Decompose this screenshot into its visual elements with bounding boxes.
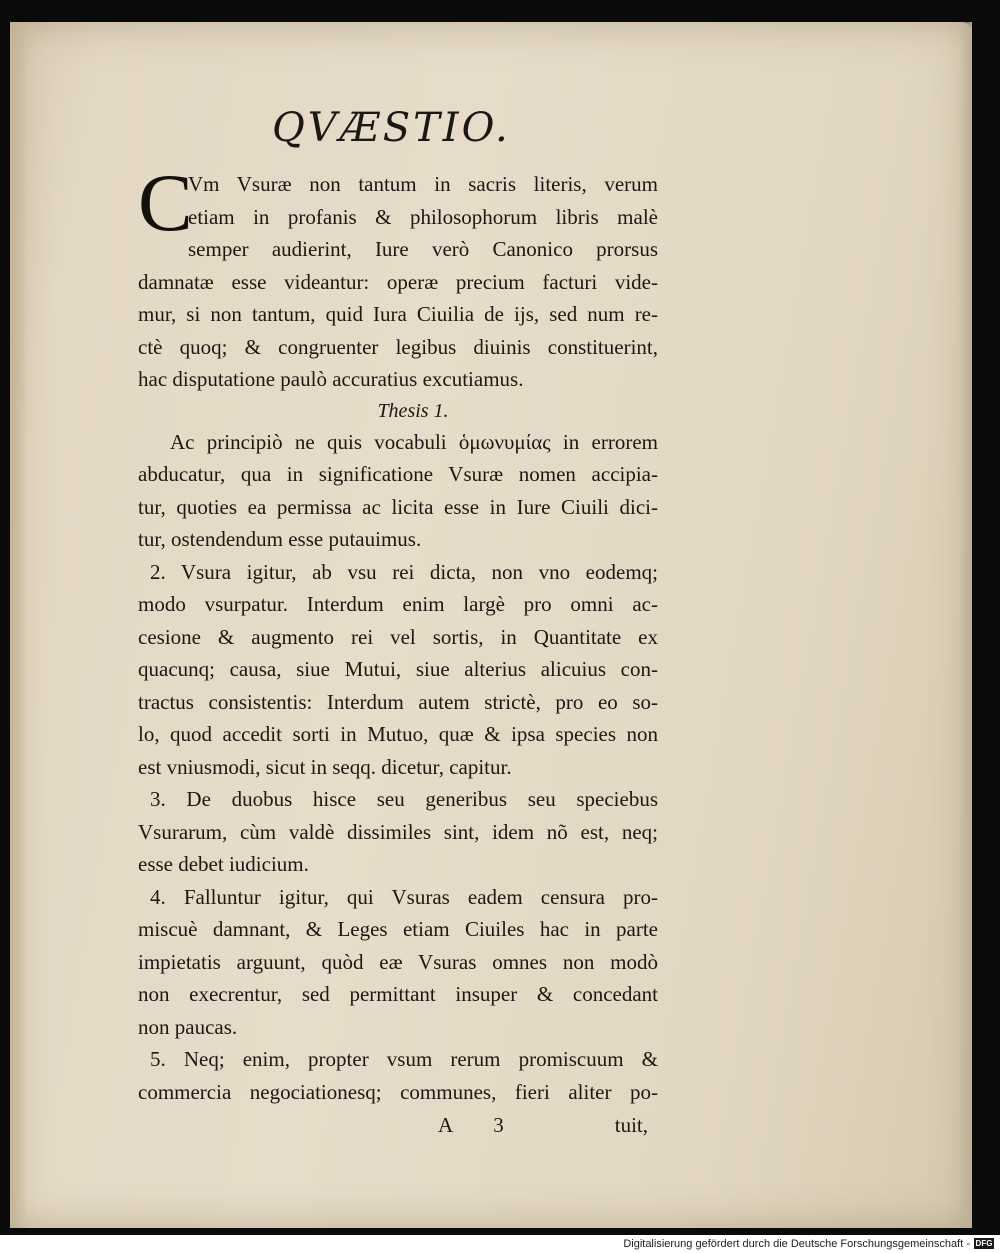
intro-line-6: ctè quoq; & congruenter legibus diuinis constituerint,: [138, 334, 658, 359]
thesis-line-5: 2. Vsura igitur, ab vsu rei dicta, non vno eodemq;: [150, 559, 658, 584]
page-heading: QVÆSTIO.: [272, 105, 511, 151]
intro-line-3: semper audierint, Iure verò Canonico prorsus: [188, 237, 658, 261]
signature-mark: A 3: [438, 1113, 522, 1137]
thesis-line-20: 5. Neq; enim, propter vsum rerum promiscuum &: [150, 1047, 658, 1071]
thesis-line-19: non paucas.: [138, 1014, 238, 1039]
thesis-line-16: miscuè damnant, & Leges etiam Ciuiles hac in parte: [138, 917, 658, 941]
dfg-logo: DFG: [975, 1239, 993, 1248]
thesis-line-11: est vniusmodi, sicut in seqq. dicetur, capitur.: [138, 754, 512, 779]
thesis-label: Thesis 1.: [377, 399, 449, 422]
thesis-line-6: modo vsurpatur. Interdum enim largè pro omni ac-: [138, 592, 658, 616]
thesis-line-21: commercia negociationesq; communes, fieri aliter po-: [138, 1079, 658, 1104]
thesis-line-8: quacunq; causa, siue Mutui, siue alterius alicuius con-: [138, 657, 658, 681]
thesis-line-1: Ac principiò ne quis vocabuli ὁμωνυμίας in errorem: [170, 429, 658, 454]
thesis-line-12: 3. De duobus hisce seu generibus seu speciebus: [150, 787, 658, 811]
intro-line-7: hac disputatione paulò accuratius excutiamus.: [138, 367, 524, 391]
intro-line-4: damnatæ esse videantur: operæ precium facturi vide-: [138, 269, 658, 294]
thesis-line-9: tractus consistentis: Interdum autem strictè, pro eo so-: [138, 689, 658, 714]
digitization-footer: [0, 1235, 1000, 1253]
thesis-line-4: tur, ostendendum esse putauimus.: [138, 527, 422, 551]
intro-line-5: mur, si non tantum, quid Iura Ciuilia de ijs, sed num re-: [138, 302, 658, 326]
intro-line-2: etiam in profanis & philosophorum libris malè: [188, 204, 658, 229]
thesis-line-14: esse debet iudicium.: [138, 852, 309, 876]
thesis-line-2: abducatur, qua in significatione Vsuræ nomen accipia-: [138, 462, 658, 486]
thesis-line-13: Vsurarum, cùm valdè dissimiles sint, idem nõ est, neq;: [138, 819, 658, 844]
thesis-line-17: impietatis arguunt, quòd eæ Vsuras omnes non modò: [138, 949, 658, 974]
page-edge-wear: [958, 22, 972, 1228]
drop-capital: C: [138, 157, 193, 248]
thesis-line-7: cesione & augmento rei vel sortis, in Quantitate ex: [138, 624, 658, 649]
intro-line-1: Vm Vsuræ non tantum in sacris literis, verum: [188, 172, 658, 196]
page-foot-line: [138, 1108, 658, 1142]
thesis-line-10: lo, quod accedit sorti in Mutuo, quæ & ipsa species non: [138, 722, 658, 746]
thesis-line-15: 4. Falluntur igitur, qui Vsuras eadem censura pro-: [150, 884, 658, 909]
footer-credit-text: Digitalisierung gefördert durch die Deutsche Forschungsgemeinschaft -: [623, 1238, 970, 1250]
catchword: tuit,: [614, 1113, 648, 1137]
main-text-block: [138, 157, 658, 1142]
thesis-line-3: tur, quoties ea permissa ac licita esse in Iure Ciuili dici-: [138, 494, 658, 519]
thesis-line-18: non execrentur, sed permittant insuper & concedant: [138, 982, 658, 1006]
page-gutter-shadow: [10, 22, 28, 1228]
